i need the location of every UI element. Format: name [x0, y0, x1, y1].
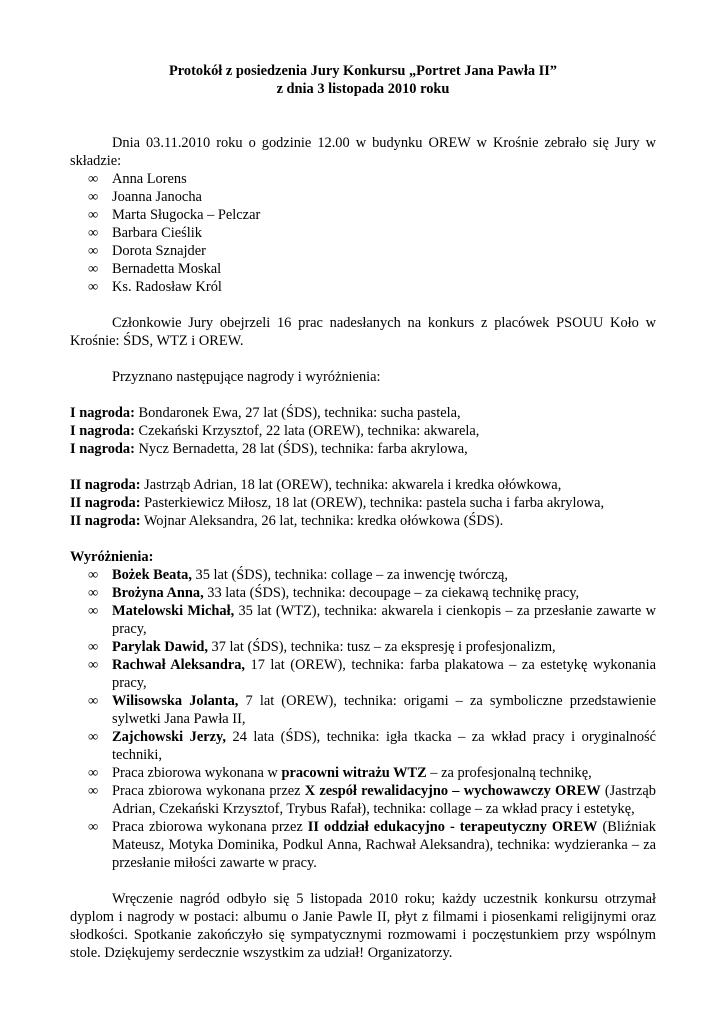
distinction-name: Parylak Dawid, — [112, 639, 208, 655]
prize-label: II nagroda: — [70, 477, 141, 493]
infinity-bullet-icon: ∞ — [88, 729, 99, 745]
infinity-bullet-icon: ∞ — [88, 639, 99, 655]
infinity-bullet-icon: ∞ — [88, 207, 99, 223]
document-title: Protokół z posiedzenia Jury Konkursu „Portret Jana Pawła II” — [168, 63, 558, 79]
jury-member — [70, 206, 656, 224]
distinction-details: – za profesjonalną technikę, — [426, 765, 592, 781]
distinction-item — [70, 818, 656, 872]
spacer — [70, 350, 656, 368]
distinction-item — [70, 656, 656, 692]
distinctions-heading: Wyróżnienia: — [70, 549, 154, 565]
jury-member — [70, 278, 656, 296]
intro-paragraph: Dnia 03.11.2010 roku o godzinie 12.00 w budynku OREW w Krośnie zebrało się Jury w składzie: — [70, 135, 656, 169]
distinction-name: Wilisowska Jolanta, — [112, 693, 239, 709]
distinction-item — [70, 566, 656, 584]
awarded-paragraph: Przyznano następujące nagrody i wyróżnienia: — [112, 369, 381, 385]
distinction-item — [70, 638, 656, 656]
distinction-item — [70, 728, 656, 764]
infinity-bullet-icon: ∞ — [88, 819, 99, 835]
closing-paragraph: Wręczenie nagród odbyło się 5 listopada 2010 roku; każdy uczestnik konkursu otrzymał dyplom i nagrody w postaci: albumu o Janie Pawle II, płyt z filmami i piosenkami religijnymi oraz słodkości. Spotkanie zakończyło się sympatycznymi rozmowami i poczęstunkiem przy wspólnym stole. Dziękujemy serdecznie wszystkim za udział! Organizatorzy. — [70, 891, 656, 961]
spacer — [70, 458, 656, 476]
distinction-prefix: Praca zbiorowa wykonana przez — [112, 819, 308, 835]
prize-details: Czekański Krzysztof, 22 lata (OREW), technika: akwarela, — [134, 423, 480, 439]
jury-member — [70, 260, 656, 278]
infinity-bullet-icon: ∞ — [88, 171, 99, 187]
distinction-item — [70, 602, 656, 638]
prize-line — [70, 440, 656, 458]
spacer — [70, 530, 656, 548]
distinction-item — [70, 584, 656, 602]
jury-member-name: Joanna Janocha — [112, 189, 202, 205]
jury-member — [70, 242, 656, 260]
jury-member-name: Marta Sługocka – Pelczar — [112, 207, 261, 223]
prize-details: Pasterkiewicz Miłosz, 18 lat (OREW), technika: pastela sucha i farba akrylowa, — [140, 495, 605, 511]
prize-label: II nagroda: — [70, 495, 141, 511]
prize-label: II nagroda: — [70, 513, 141, 529]
jury-member-name: Bernadetta Moskal — [112, 261, 222, 277]
distinction-name: Matelowski Michał, — [112, 603, 235, 619]
jury-list — [70, 170, 656, 296]
infinity-bullet-icon: ∞ — [88, 225, 99, 241]
document-subtitle: z dnia 3 listopada 2010 roku — [276, 81, 450, 97]
prize-details: Nycz Bernadetta, 28 lat (ŚDS), technika: farba akrylowa, — [134, 441, 468, 457]
distinction-details: 17 lat (OREW), technika: farba plakatowa – za estetykę wykonania pracy, — [112, 657, 656, 691]
distinction-name: X zespół rewalidacyjno – wychowawczy OREW — [304, 783, 601, 799]
jury-member-name: Anna Lorens — [112, 171, 187, 187]
distinction-details: 35 lat (ŚDS), technika: collage – za inwencję twórczą, — [191, 567, 509, 583]
jury-member-name: Barbara Cieślik — [112, 225, 202, 241]
distinction-item — [70, 692, 656, 728]
distinction-name: II oddział edukacyjno - terapeutyczny OREW — [307, 819, 598, 835]
distinction-name: Rachwał Aleksandra, — [112, 657, 246, 673]
distinction-prefix: Praca zbiorowa wykonana przez — [112, 783, 305, 799]
jury-member — [70, 188, 656, 206]
distinction-item — [70, 782, 656, 818]
distinction-details: 24 lata (ŚDS), technika: igła tkacka – za wkład pracy i oryginalność techniki, — [112, 729, 657, 763]
distinction-details: 37 lat (ŚDS), technika: tusz – za ekspresję i profesjonalizm, — [207, 639, 556, 655]
second-prizes-list — [70, 476, 656, 530]
prize-details: Jastrząb Adrian, 18 lat (OREW), technika: akwarela i kredka ołówkowa, — [140, 477, 562, 493]
distinction-details: (Jastrząb Adrian, Czekański Krzysztof, Trybus Rafał), technika: collage – za wkład pracy i estetykę, — [112, 783, 656, 817]
infinity-bullet-icon: ∞ — [88, 783, 99, 799]
distinction-details: 7 lat (OREW), technika: origami – za symboliczne przedstawienie sylwetki Jana Pawła II, — [112, 693, 657, 727]
distinction-details: (Bliźniak Mateusz, Motyka Dominika, Podkul Anna, Rachwał Aleksandra), technika: wydzieranka – za przesłanie miłości zawarte w pracy. — [112, 819, 656, 871]
distinction-name: Bożek Beata, — [112, 567, 192, 583]
first-prizes-list — [70, 404, 656, 458]
distinction-details: 33 lata (ŚDS), technika: decoupage – za ciekawą technikę pracy, — [203, 585, 580, 601]
distinction-name: Brożyna Anna, — [112, 585, 204, 601]
distinctions-list — [70, 566, 656, 872]
prize-label: I nagroda: — [70, 405, 135, 421]
infinity-bullet-icon: ∞ — [88, 693, 99, 709]
distinction-details: 35 lat (WTZ), technika: akwarela i cienkopis – za przesłanie zawarte w pracy, — [112, 603, 656, 637]
infinity-bullet-icon: ∞ — [88, 657, 99, 673]
members-paragraph: Członkowie Jury obejrzeli 16 prac nadesłanych na konkurs z placówek PSOUU Koło w Krośnie: ŚDS, WTZ i OREW. — [70, 315, 656, 349]
jury-member-name: Dorota Sznajder — [112, 243, 206, 259]
infinity-bullet-icon: ∞ — [88, 189, 99, 205]
prize-label: I nagroda: — [70, 441, 135, 457]
infinity-bullet-icon: ∞ — [88, 765, 99, 781]
prize-line — [70, 494, 656, 512]
prize-line — [70, 404, 656, 422]
prize-line — [70, 512, 656, 530]
document-page — [70, 62, 656, 962]
spacer — [70, 98, 656, 134]
spacer — [70, 386, 656, 404]
distinction-name: Zajchowski Jerzy, — [112, 729, 227, 745]
spacer — [70, 872, 656, 890]
prize-details: Bondaronek Ewa, 27 lat (ŚDS), technika: sucha pastela, — [134, 405, 461, 421]
infinity-bullet-icon: ∞ — [88, 585, 99, 601]
infinity-bullet-icon: ∞ — [88, 279, 99, 295]
jury-member — [70, 224, 656, 242]
infinity-bullet-icon: ∞ — [88, 243, 99, 259]
distinction-name: pracowni witrażu WTZ — [281, 765, 427, 781]
jury-member-name: Ks. Radosław Król — [112, 279, 222, 295]
prize-line — [70, 476, 656, 494]
infinity-bullet-icon: ∞ — [88, 567, 99, 583]
distinction-prefix: Praca zbiorowa wykonana w — [112, 765, 282, 781]
infinity-bullet-icon: ∞ — [88, 603, 99, 619]
infinity-bullet-icon: ∞ — [88, 261, 99, 277]
distinction-item — [70, 764, 656, 782]
prize-details: Wojnar Aleksandra, 26 lat, technika: kredka ołówkowa (ŚDS). — [140, 513, 504, 529]
jury-member — [70, 170, 656, 188]
prize-label: I nagroda: — [70, 423, 135, 439]
prize-line — [70, 422, 656, 440]
spacer — [70, 296, 656, 314]
